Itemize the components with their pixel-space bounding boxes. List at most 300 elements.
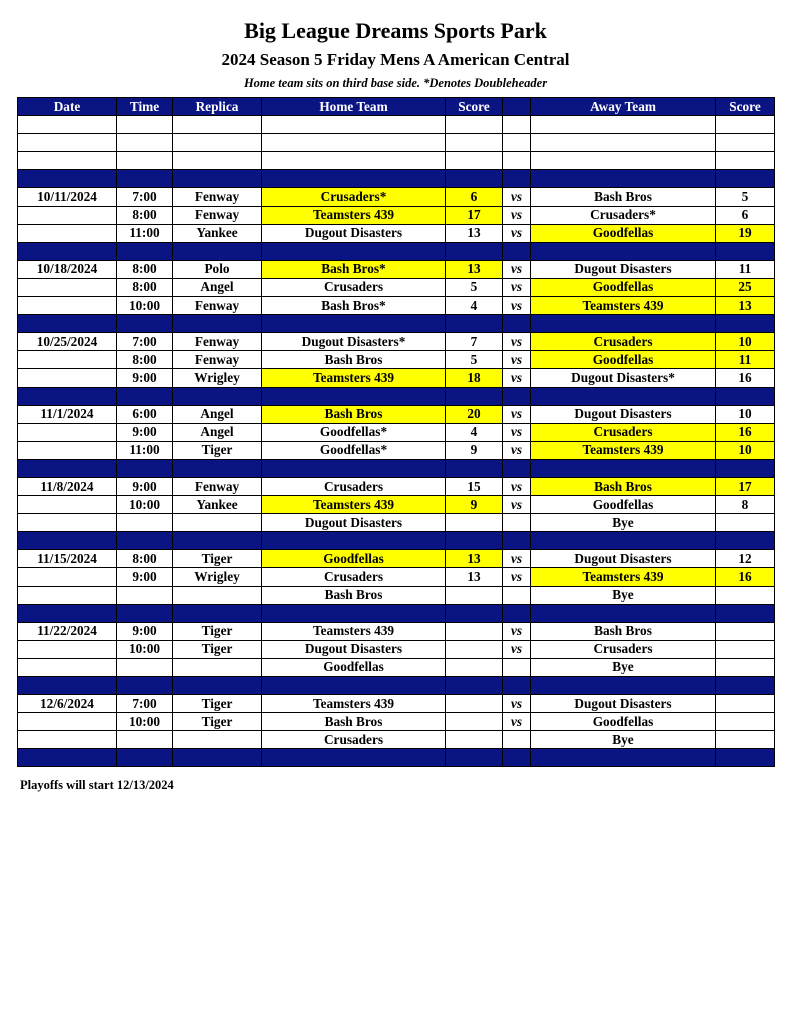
vs-cell: vs [503,369,531,387]
table-row [18,188,775,206]
separator-cell [18,604,117,622]
date-cell: 11/8/2024 [18,477,117,495]
col-header-vs [503,98,531,116]
separator-row [18,170,775,188]
replica-cell: Polo [173,260,262,278]
separator-cell [117,242,173,260]
table-row [18,206,775,224]
time-cell: 6:00 [117,405,173,423]
separator-cell [117,387,173,405]
home-score-cell: 13 [446,550,503,568]
separator-cell [446,532,503,550]
page-note: Home team sits on third base side. *Denotes Doubleheader [243,76,548,90]
home-score-cell: 13 [446,224,503,242]
empty-cell [18,152,117,170]
separator-cell [531,242,716,260]
table-row [18,441,775,459]
away-score-cell [716,586,775,604]
home-score-cell [446,622,503,640]
home-team-cell: Teamsters 439 [262,206,446,224]
schedule-table [17,97,775,767]
separator-cell [716,677,775,695]
empty-row [18,134,775,152]
empty-cell [531,116,716,134]
table-row [18,351,775,369]
replica-cell: Tiger [173,695,262,713]
vs-cell: vs [503,206,531,224]
vs-cell: vs [503,441,531,459]
home-team-cell: Goodfellas [262,550,446,568]
away-score-cell: 6 [716,206,775,224]
separator-cell [503,677,531,695]
vs-cell: vs [503,278,531,296]
away-score-cell [716,622,775,640]
separator-cell [531,315,716,333]
replica-cell [173,658,262,676]
separator-cell [18,532,117,550]
replica-cell: Tiger [173,441,262,459]
home-score-cell [446,713,503,731]
time-cell [117,514,173,532]
replica-cell: Yankee [173,224,262,242]
home-score-cell [446,640,503,658]
replica-cell: Wrigley [173,369,262,387]
away-score-cell: 10 [716,441,775,459]
time-cell: 9:00 [117,423,173,441]
away-team-cell: Crusaders [531,640,716,658]
separator-cell [446,459,503,477]
separator-cell [503,749,531,767]
replica-cell: Tiger [173,640,262,658]
table-row [18,514,775,532]
time-cell: 7:00 [117,188,173,206]
empty-cell [716,134,775,152]
empty-cell [262,152,446,170]
empty-cell [18,116,117,134]
vs-cell: vs [503,188,531,206]
separator-cell [262,242,446,260]
separator-cell [117,170,173,188]
time-cell: 10:00 [117,640,173,658]
vs-cell [503,731,531,749]
away-team-cell: Dugout Disasters [531,405,716,423]
separator-cell [18,677,117,695]
home-score-cell: 5 [446,278,503,296]
replica-cell: Tiger [173,550,262,568]
away-score-cell: 5 [716,188,775,206]
time-cell: 11:00 [117,441,173,459]
separator-cell [173,749,262,767]
empty-cell [117,116,173,134]
away-score-cell [716,695,775,713]
away-score-cell [716,713,775,731]
away-team-cell: Crusaders [531,423,716,441]
page-title: Big League Dreams Sports Park [244,18,547,43]
separator-cell [117,459,173,477]
time-cell: 11:00 [117,224,173,242]
replica-cell: Tiger [173,713,262,731]
separator-cell [262,604,446,622]
separator-cell [18,459,117,477]
time-cell: 7:00 [117,333,173,351]
home-score-cell: 9 [446,441,503,459]
time-cell: 9:00 [117,568,173,586]
home-team-cell: Bash Bros* [262,297,446,315]
replica-cell: Angel [173,423,262,441]
separator-row [18,242,775,260]
separator-cell [173,170,262,188]
replica-cell: Fenway [173,477,262,495]
table-row [18,731,775,749]
time-cell: 7:00 [117,695,173,713]
away-score-cell: 8 [716,496,775,514]
separator-row [18,315,775,333]
home-score-cell: 4 [446,423,503,441]
home-score-cell [446,731,503,749]
away-score-cell: 11 [716,351,775,369]
away-team-cell: Bye [531,658,716,676]
empty-cell [531,134,716,152]
empty-cell [173,134,262,152]
table-row [18,496,775,514]
empty-cell [262,116,446,134]
table-row [18,260,775,278]
away-score-cell: 19 [716,224,775,242]
away-team-cell: Bash Bros [531,622,716,640]
separator-cell [446,315,503,333]
date-cell [18,514,117,532]
home-team-cell: Bash Bros* [262,260,446,278]
vs-cell: vs [503,695,531,713]
home-team-cell: Dugout Disasters [262,640,446,658]
separator-cell [446,387,503,405]
time-cell [117,586,173,604]
separator-cell [531,604,716,622]
separator-cell [503,532,531,550]
vs-cell [503,658,531,676]
separator-cell [18,170,117,188]
home-score-cell: 4 [446,297,503,315]
table-row [18,333,775,351]
away-team-cell: Goodfellas [531,351,716,369]
schedule-body [18,116,775,767]
away-team-cell: Teamsters 439 [531,297,716,315]
date-cell: 12/6/2024 [18,695,117,713]
empty-row [18,116,775,134]
empty-cell [503,152,531,170]
home-score-cell [446,586,503,604]
separator-row [18,677,775,695]
away-team-cell: Goodfellas [531,713,716,731]
separator-cell [531,459,716,477]
separator-cell [446,604,503,622]
table-row [18,640,775,658]
separator-row [18,387,775,405]
empty-cell [173,152,262,170]
separator-cell [531,387,716,405]
separator-cell [446,677,503,695]
date-cell [18,278,117,296]
table-row [18,568,775,586]
time-cell [117,731,173,749]
home-team-cell: Dugout Disasters* [262,333,446,351]
home-score-cell [446,695,503,713]
separator-cell [173,459,262,477]
table-row [18,586,775,604]
away-score-cell: 16 [716,568,775,586]
vs-cell: vs [503,477,531,495]
time-cell [117,658,173,676]
separator-cell [446,170,503,188]
empty-cell [503,134,531,152]
away-team-cell: Teamsters 439 [531,568,716,586]
home-team-cell: Crusaders* [262,188,446,206]
table-row [18,622,775,640]
separator-row [18,749,775,767]
home-score-cell: 13 [446,568,503,586]
separator-cell [503,170,531,188]
separator-cell [503,315,531,333]
separator-cell [173,532,262,550]
header-row [18,98,775,116]
home-team-cell: Teamsters 439 [262,369,446,387]
separator-cell [173,242,262,260]
separator-cell [262,677,446,695]
table-row [18,658,775,676]
col-header-home-score: Score [446,98,503,116]
replica-cell: Fenway [173,333,262,351]
away-team-cell: Dugout Disasters [531,695,716,713]
time-cell: 8:00 [117,260,173,278]
separator-cell [18,315,117,333]
empty-cell [117,134,173,152]
empty-cell [18,134,117,152]
away-score-cell: 25 [716,278,775,296]
replica-cell: Tiger [173,622,262,640]
date-cell [18,351,117,369]
replica-cell: Yankee [173,496,262,514]
separator-cell [173,387,262,405]
away-team-cell: Teamsters 439 [531,441,716,459]
away-team-cell: Bye [531,586,716,604]
separator-cell [446,242,503,260]
away-score-cell: 16 [716,423,775,441]
playoffs-note: Playoffs will start 12/13/2024 [20,778,174,792]
home-team-cell: Crusaders [262,278,446,296]
away-score-cell: 13 [716,297,775,315]
home-team-cell: Goodfellas* [262,441,446,459]
home-team-cell: Bash Bros [262,586,446,604]
table-row [18,713,775,731]
home-score-cell: 20 [446,405,503,423]
away-score-cell: 10 [716,405,775,423]
replica-cell: Wrigley [173,568,262,586]
home-score-cell: 6 [446,188,503,206]
away-score-cell: 16 [716,369,775,387]
vs-cell: vs [503,297,531,315]
date-cell [18,224,117,242]
table-row [18,224,775,242]
time-cell: 10:00 [117,713,173,731]
vs-cell: vs [503,351,531,369]
away-team-cell: Goodfellas [531,278,716,296]
table-row [18,297,775,315]
away-score-cell [716,640,775,658]
vs-cell: vs [503,496,531,514]
date-cell [18,568,117,586]
separator-cell [503,387,531,405]
col-header-time: Time [117,98,173,116]
time-cell: 9:00 [117,622,173,640]
away-team-cell: Dugout Disasters* [531,369,716,387]
vs-cell: vs [503,224,531,242]
away-score-cell [716,658,775,676]
vs-cell [503,514,531,532]
separator-cell [446,749,503,767]
time-cell: 10:00 [117,496,173,514]
separator-cell [262,315,446,333]
separator-cell [503,604,531,622]
empty-cell [262,134,446,152]
date-cell: 11/22/2024 [18,622,117,640]
date-cell [18,423,117,441]
separator-cell [117,532,173,550]
separator-cell [531,532,716,550]
home-team-cell: Dugout Disasters [262,514,446,532]
date-cell [18,206,117,224]
separator-cell [531,170,716,188]
away-team-cell: Bash Bros [531,188,716,206]
away-team-cell: Crusaders [531,333,716,351]
empty-cell [173,116,262,134]
separator-row [18,604,775,622]
home-team-cell: Bash Bros [262,351,446,369]
home-score-cell: 17 [446,206,503,224]
home-score-cell: 13 [446,260,503,278]
home-team-cell: Crusaders [262,731,446,749]
table-row [18,278,775,296]
away-score-cell: 17 [716,477,775,495]
separator-cell [18,749,117,767]
empty-cell [446,116,503,134]
separator-cell [716,242,775,260]
time-cell: 9:00 [117,369,173,387]
separator-cell [531,677,716,695]
col-header-away-team: Away Team [531,98,716,116]
empty-cell [531,152,716,170]
separator-cell [173,315,262,333]
vs-cell: vs [503,550,531,568]
away-score-cell: 10 [716,333,775,351]
separator-cell [173,604,262,622]
home-team-cell: Dugout Disasters [262,224,446,242]
home-score-cell [446,658,503,676]
replica-cell [173,586,262,604]
vs-cell: vs [503,622,531,640]
date-cell: 11/15/2024 [18,550,117,568]
separator-cell [262,532,446,550]
separator-cell [531,749,716,767]
home-score-cell: 9 [446,496,503,514]
replica-cell: Fenway [173,188,262,206]
home-team-cell: Bash Bros [262,713,446,731]
vs-cell: vs [503,713,531,731]
away-team-cell: Bash Bros [531,477,716,495]
col-header-date: Date [18,98,117,116]
separator-cell [716,532,775,550]
away-team-cell: Goodfellas [531,496,716,514]
home-team-cell: Goodfellas [262,658,446,676]
table-row [18,369,775,387]
col-header-home-team: Home Team [262,98,446,116]
vs-cell: vs [503,568,531,586]
empty-cell [117,152,173,170]
vs-cell: vs [503,405,531,423]
date-cell [18,496,117,514]
date-cell [18,586,117,604]
separator-cell [716,459,775,477]
separator-cell [117,604,173,622]
table-row [18,550,775,568]
replica-cell [173,514,262,532]
separator-row [18,532,775,550]
time-cell: 9:00 [117,477,173,495]
separator-cell [716,315,775,333]
empty-cell [716,152,775,170]
home-score-cell [446,514,503,532]
separator-cell [173,677,262,695]
separator-cell [262,749,446,767]
time-cell: 8:00 [117,550,173,568]
away-score-cell [716,731,775,749]
time-cell: 8:00 [117,278,173,296]
away-score-cell [716,514,775,532]
empty-cell [503,116,531,134]
replica-cell: Fenway [173,297,262,315]
date-cell [18,640,117,658]
date-cell [18,658,117,676]
date-cell [18,731,117,749]
separator-cell [262,170,446,188]
away-score-cell: 11 [716,260,775,278]
home-team-cell: Goodfellas* [262,423,446,441]
date-cell: 10/18/2024 [18,260,117,278]
vs-cell: vs [503,333,531,351]
away-score-cell: 12 [716,550,775,568]
time-cell: 8:00 [117,351,173,369]
time-cell: 10:00 [117,297,173,315]
home-score-cell: 7 [446,333,503,351]
table-row [18,477,775,495]
col-header-away-score: Score [716,98,775,116]
separator-cell [117,315,173,333]
date-cell [18,441,117,459]
empty-cell [446,152,503,170]
empty-cell [716,116,775,134]
home-team-cell: Teamsters 439 [262,695,446,713]
table-row [18,423,775,441]
replica-cell [173,731,262,749]
table-row [18,695,775,713]
empty-row [18,152,775,170]
away-team-cell: Dugout Disasters [531,550,716,568]
separator-cell [716,170,775,188]
date-cell: 10/25/2024 [18,333,117,351]
vs-cell [503,586,531,604]
date-cell [18,369,117,387]
replica-cell: Fenway [173,206,262,224]
separator-cell [18,242,117,260]
